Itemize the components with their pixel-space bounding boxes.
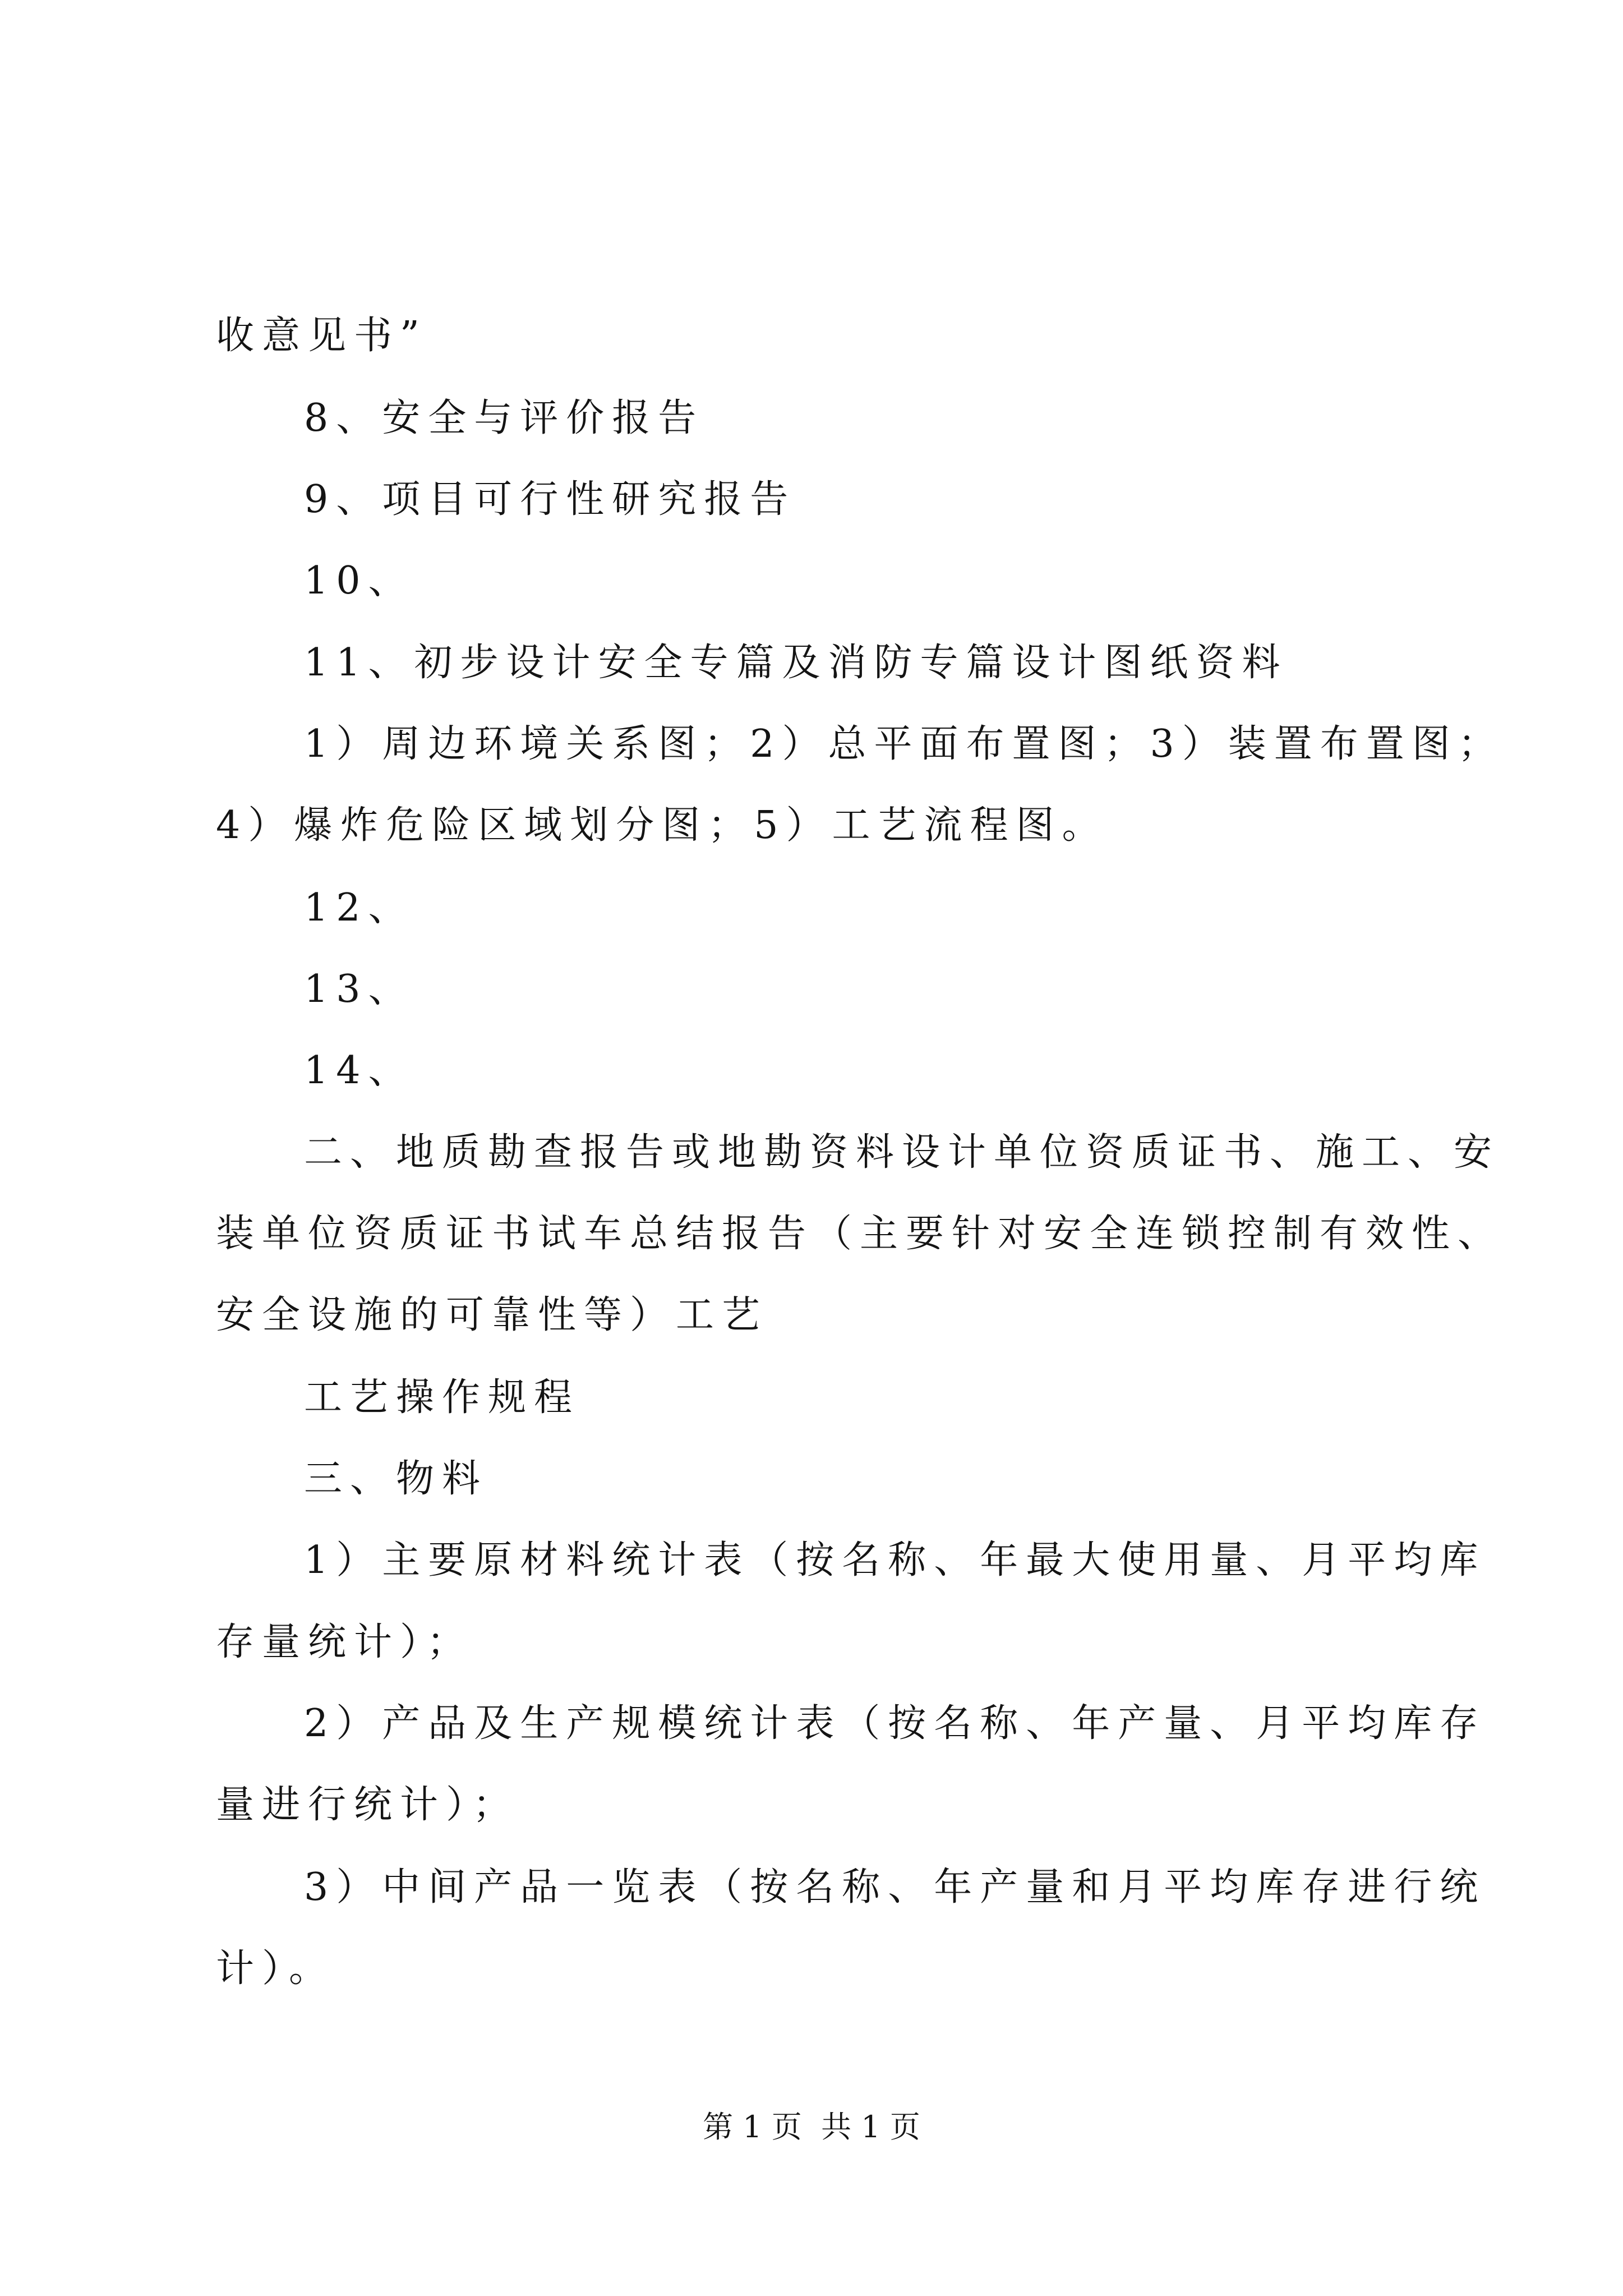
page-number-footer: 第 1 页 共 1 页 <box>703 2109 920 2145</box>
list-item-10: 10、 <box>304 559 414 603</box>
list-item-9: 9、项目可行性研究报告 <box>304 477 796 522</box>
drawing-list-line-1: 1）周边环境关系图；2）总平面布置图；3）装置布置图； <box>304 722 1504 766</box>
text-line-continuation: 收意见书” <box>216 314 427 358</box>
list-item-14: 14、 <box>304 1048 414 1093</box>
materials-item-3-line-1: 3）中间产品一览表（按名称、年产量和月平均库存进行统 <box>304 1865 1486 1910</box>
list-item-13: 13、 <box>304 967 414 1011</box>
list-item-12: 12、 <box>304 886 414 930</box>
section-two-line-3: 安全设施的可靠性等）工艺 <box>216 1293 768 1337</box>
materials-item-1-line-2: 存量统计）； <box>216 1620 473 1664</box>
section-three-heading: 三、物料 <box>304 1457 488 1501</box>
materials-item-2-line-2: 量进行统计）； <box>216 1783 519 1827</box>
materials-item-2-line-1: 2）产品及生产规模统计表（按名称、年产量、月平均库存 <box>304 1701 1486 1746</box>
list-item-8: 8、安全与评价报告 <box>304 396 704 440</box>
drawing-list-line-2: 4）爆炸危险区域划分图；5）工艺流程图。 <box>216 803 1108 848</box>
process-operation-rules: 工艺操作规程 <box>304 1375 580 1420</box>
materials-item-3-line-2: 计）。 <box>216 1947 335 1991</box>
section-two-line-2: 装单位资质证书试车总结报告（主要针对安全连锁控制有效性、 <box>216 1212 1504 1256</box>
section-two-line-1: 二、地质勘查报告或地勘资料设计单位资质证书、施工、安 <box>304 1130 1500 1175</box>
materials-item-1-line-1: 1）主要原材料统计表（按名称、年最大使用量、月平均库 <box>304 1538 1486 1582</box>
list-item-11: 11、初步设计安全专篇及消防专篇设计图纸资料 <box>304 641 1288 685</box>
